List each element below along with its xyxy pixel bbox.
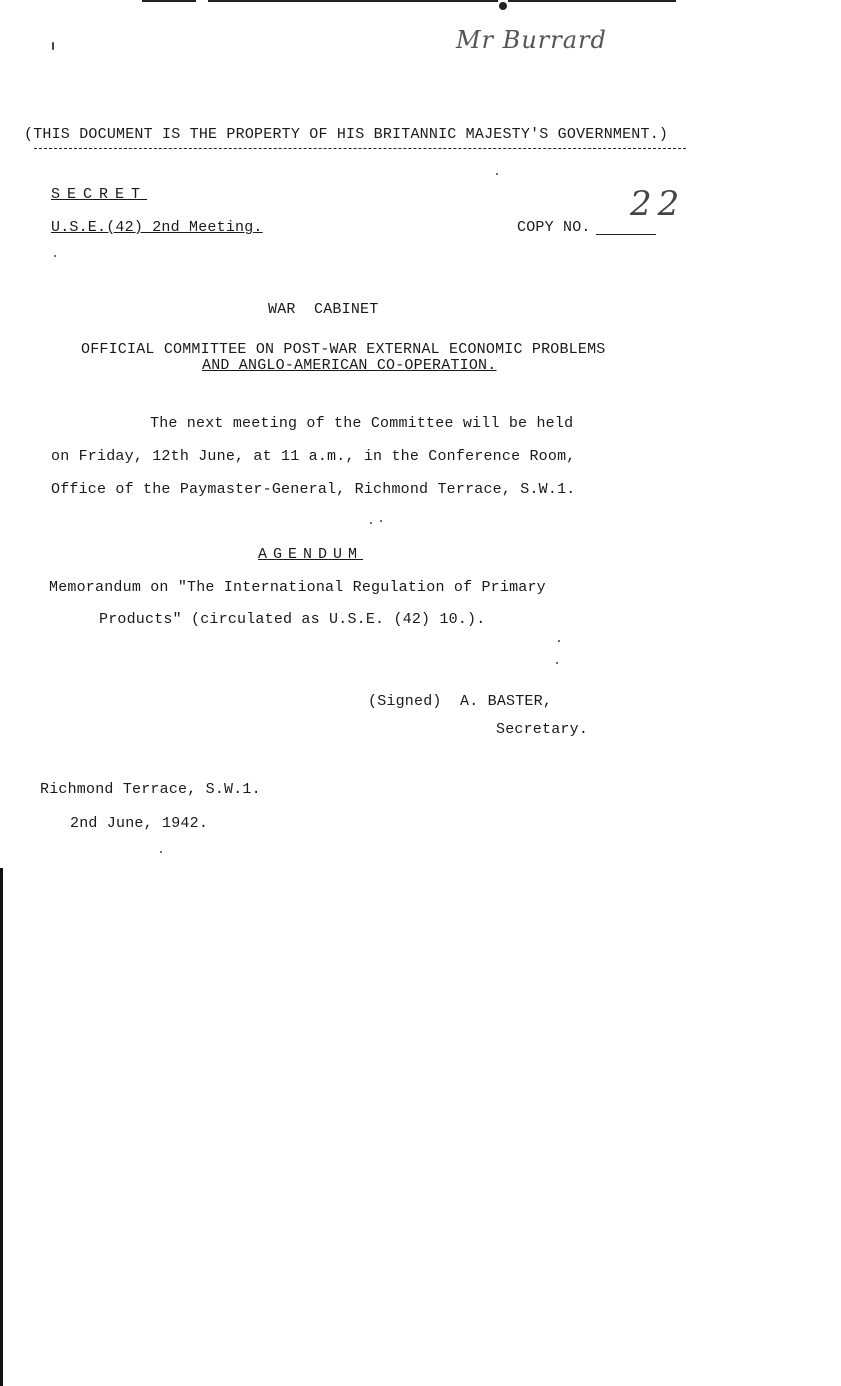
speck <box>558 640 560 642</box>
scan-edge-shadow <box>0 868 3 1386</box>
title-committee-continued: AND ANGLO-AMERICAN CO-OPERATION. <box>202 357 497 374</box>
signature-line: (Signed) A. BASTER, <box>368 693 553 710</box>
title-committee: OFFICIAL COMMITTEE ON POST-WAR EXTERNAL ECONOMIC PROBLEMS <box>81 341 606 358</box>
top-edge-rule <box>208 0 498 2</box>
agenda-item-line: Products" (circulated as U.S.E. (42) 10.). <box>99 611 486 628</box>
meeting-notice-line: on Friday, 12th June, at 11 a.m., in the Conference Room, <box>51 448 576 465</box>
meeting-notice-line: Office of the Paymaster-General, Richmond Terrace, S.W.1. <box>51 481 576 498</box>
dashed-divider <box>34 148 686 149</box>
speck <box>54 255 56 257</box>
sender-address: Richmond Terrace, S.W.1. <box>40 781 261 798</box>
title-war-cabinet: WAR CABINET <box>268 301 379 318</box>
meeting-notice-line: The next meeting of the Committee will be held <box>150 415 574 432</box>
speck <box>160 851 162 853</box>
document-date: 2nd June, 1942. <box>70 815 209 832</box>
classification-label: SECRET <box>51 186 148 203</box>
copy-number-label: COPY NO. <box>517 219 591 236</box>
speck <box>556 662 558 664</box>
speck <box>496 173 498 175</box>
copy-number-line <box>596 234 656 235</box>
speck <box>370 522 372 524</box>
top-edge-rule <box>508 0 676 2</box>
speck <box>380 520 382 522</box>
handwritten-name: Mr Burrard <box>456 26 607 54</box>
agenda-heading: AGENDUM <box>258 546 364 563</box>
speck <box>52 42 54 50</box>
agenda-item-line: Memorandum on "The International Regulation of Primary <box>49 579 546 596</box>
document-reference: U.S.E.(42) 2nd Meeting. <box>51 219 263 236</box>
signatory-title: Secretary. <box>496 721 589 738</box>
property-notice: (THIS DOCUMENT IS THE PROPERTY OF HIS BRITANNIC MAJESTY'S GOVERNMENT.) <box>24 126 669 143</box>
handwritten-copy-number: 22 <box>630 184 686 224</box>
punch-mark <box>499 2 507 10</box>
top-edge-rule <box>142 0 196 2</box>
